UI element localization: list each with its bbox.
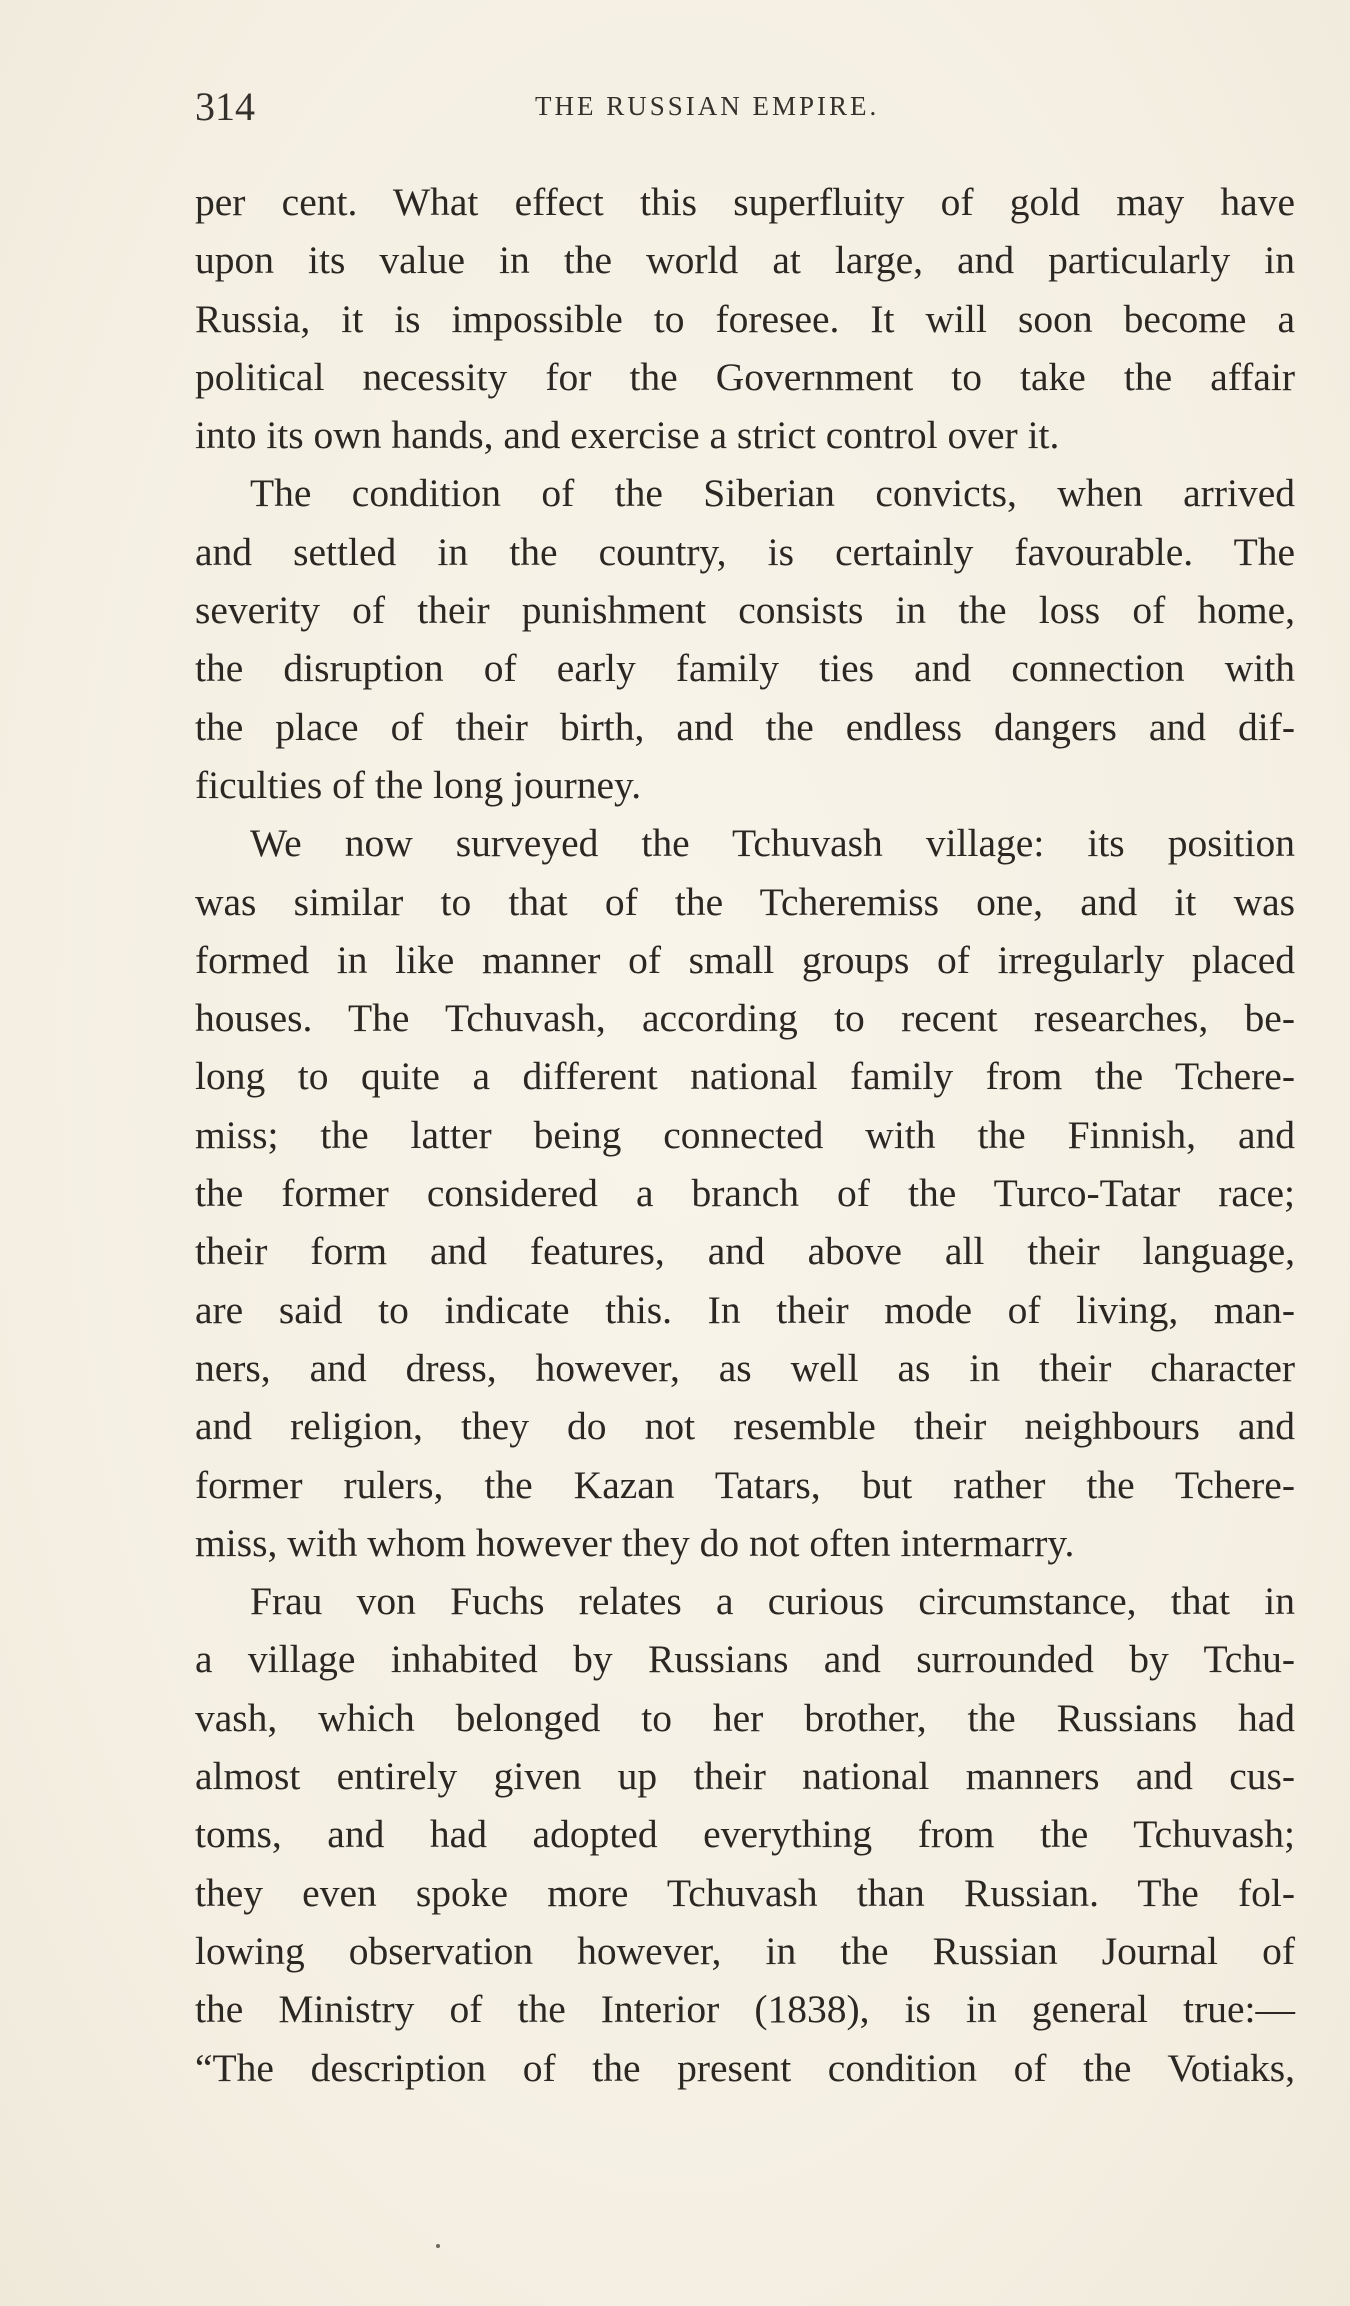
text-line: lowing observation however, in the Russian Journal of: [195, 1928, 1295, 1973]
text-line: was similar to that of the Tcheremiss one, and it was: [195, 879, 1295, 924]
page-number: 314: [195, 84, 255, 129]
text-line: the former considered a branch of the Turco-Tatar race;: [195, 1171, 1295, 1216]
text-line: upon its value in the world at large, and particularly in: [195, 238, 1295, 283]
text-line: ners, and dress, however, as well as in their character: [195, 1345, 1295, 1390]
text-line: ficulties of the long journey.: [195, 762, 642, 807]
text-line: their form and features, and above all their language,: [195, 1229, 1295, 1274]
text-line: are said to indicate this. In their mode of living, man-: [195, 1287, 1295, 1332]
text-line: they even spoke more Tchuvash than Russian. The fol-: [195, 1870, 1295, 1915]
text-line: into its own hands, and exercise a strict control over it.: [195, 413, 1060, 458]
text-line: houses. The Tchuvash, according to recent researches, be-: [195, 996, 1295, 1041]
text-line: miss, with whom however they do not often intermarry.: [195, 1520, 1075, 1565]
text-line: political necessity for the Government to take the affair: [195, 354, 1295, 399]
body-text: [195, 173, 1295, 2097]
text-line: and settled in the country, is certainly favourable. The: [195, 529, 1295, 574]
text-line: almost entirely given up their national manners and cus-: [195, 1754, 1295, 1799]
text-line: the Ministry of the Interior (1838), is in general true:—: [195, 1987, 1295, 2032]
text-line: miss; the latter being connected with the Finnish, and: [195, 1112, 1295, 1157]
text-line: per cent. What effect this superfluity of gold may have: [195, 180, 1295, 224]
text-line: formed in like manner of small groups of irregularly placed: [195, 937, 1295, 982]
text-line: toms, and had adopted everything from the Tchuvash;: [195, 1812, 1295, 1857]
text-line: Russia, it is impossible to foresee. It will soon become a: [195, 296, 1295, 341]
text-line: severity of their punishment consists in the loss of home,: [195, 588, 1295, 633]
text-line: Frau von Fuchs relates a curious circumstance, that in: [250, 1579, 1295, 1624]
text-line: We now surveyed the Tchuvash village: its position: [250, 821, 1295, 866]
text-line: long to quite a different national family from the Tchere-: [195, 1054, 1295, 1099]
running-head: THE RUSSIAN EMPIRE.: [535, 91, 880, 121]
text-line: The condition of the Siberian convicts, when arrived: [250, 471, 1295, 516]
text-line: the place of their birth, and the endless dangers and dif-: [195, 704, 1295, 749]
text-line: former rulers, the Kazan Tatars, but rather the Tchere-: [195, 1462, 1295, 1507]
text-line: the disruption of early family ties and connection with: [195, 646, 1295, 691]
text-line: vash, which belonged to her brother, the Russians had: [195, 1695, 1295, 1740]
text-line: and religion, they do not resemble their neighbours and: [195, 1404, 1295, 1449]
page-header: [195, 82, 1295, 132]
text-line: a village inhabited by Russians and surrounded by Tchu-: [195, 1637, 1295, 1682]
text-line: “The description of the present condition of the Votiaks,: [195, 2045, 1295, 2090]
paper-speck: [436, 2244, 440, 2248]
